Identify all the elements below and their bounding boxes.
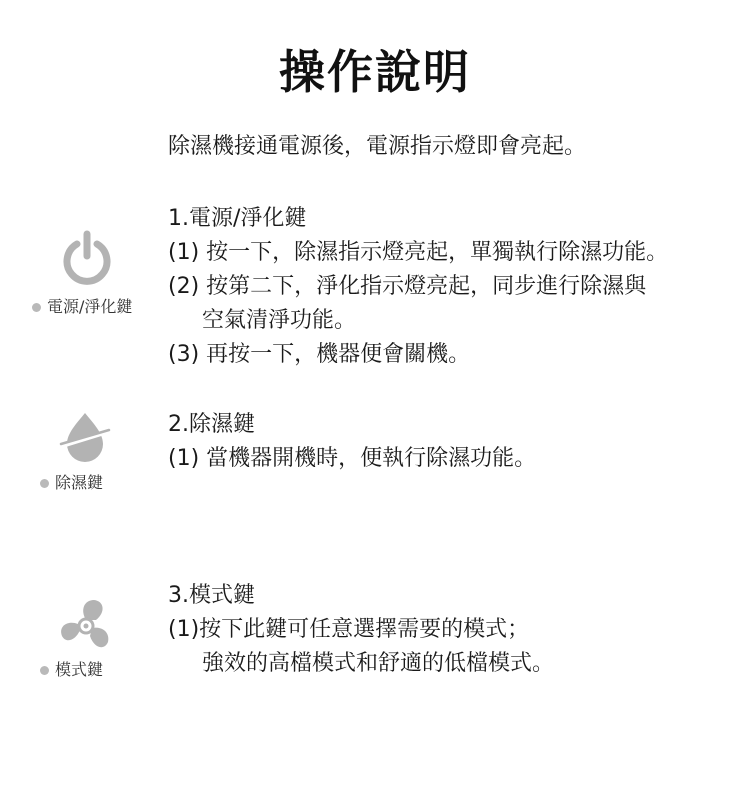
- fan-icon: [56, 596, 116, 656]
- section-mode: [168, 579, 554, 681]
- section-heading: 3.模式鍵: [168, 583, 255, 608]
- instruction-line: (1) 按一下，除濕指示燈亮起，單獨執行除濕功能。: [168, 240, 669, 265]
- instruction-line: (2) 按第二下，淨化指示燈亮起，同步進行除濕與: [168, 274, 647, 299]
- side-label-text: 電源/淨化鍵: [47, 297, 133, 316]
- side-label-mode: [40, 660, 103, 680]
- intro-text: 除濕機接通電源後，電源指示燈即會亮起。: [168, 134, 587, 159]
- instruction-line: 空氣清淨功能。: [202, 308, 357, 333]
- side-label-dehumidify: [40, 473, 103, 493]
- instruction-line: (1)按下此鍵可任意選擇需要的模式；: [168, 617, 530, 642]
- bullet-dot: [40, 479, 49, 488]
- bullet-dot: [32, 303, 41, 312]
- instruction-line: (1) 當機器開機時，便執行除濕功能。: [168, 446, 537, 471]
- section-power: [168, 202, 668, 372]
- section-dehumidify: [168, 408, 536, 476]
- side-label-text: 除濕鍵: [55, 473, 104, 492]
- bullet-dot: [40, 666, 49, 675]
- instruction-line: (3) 再按一下，機器便會關機。: [168, 342, 471, 367]
- instruction-line: 強效的高檔模式和舒適的低檔模式。: [202, 651, 555, 676]
- water-drop-icon: [55, 407, 115, 467]
- section-heading: 1.電源/淨化鍵: [168, 206, 307, 231]
- section-heading: 2.除濕鍵: [168, 412, 255, 437]
- side-label-power: [32, 297, 132, 317]
- page-title: 操作說明: [279, 45, 471, 99]
- power-icon: [57, 228, 117, 288]
- side-label-text: 模式鍵: [55, 660, 104, 679]
